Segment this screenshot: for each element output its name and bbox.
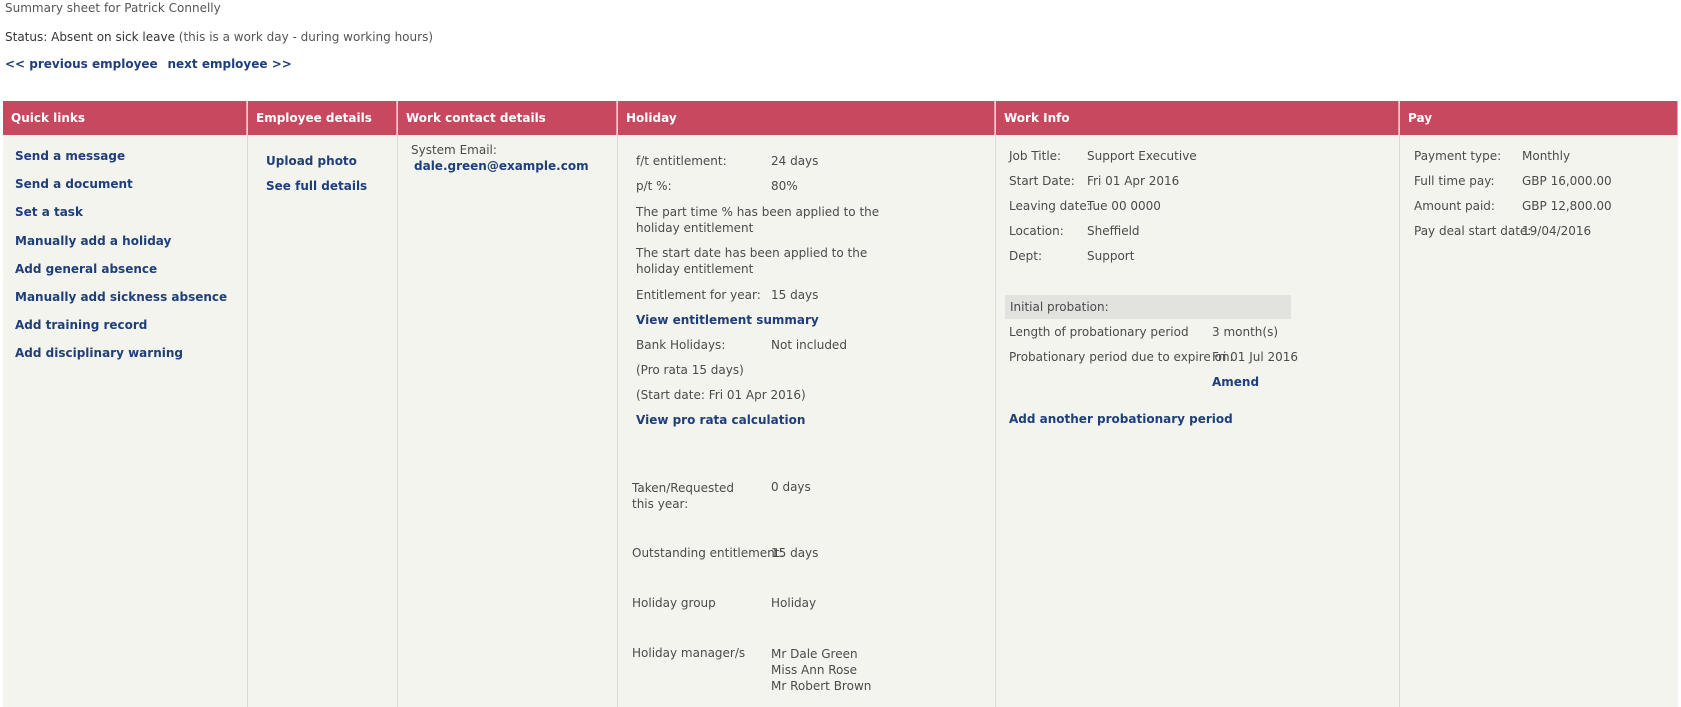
work-info-header: Work Info (996, 101, 1399, 135)
status-value: Absent on sick leave (51, 30, 175, 44)
next-employee-link[interactable]: next employee >> (167, 57, 292, 71)
amount-paid-label: Amount paid: (1414, 199, 1495, 213)
quick-link-item[interactable]: Set a task (15, 205, 83, 220)
quick-link-item[interactable]: Manually add sickness absence (15, 290, 228, 304)
page-title: Summary sheet for Patrick Connelly (5, 1, 221, 15)
quick-link-item[interactable]: Send a document (15, 177, 133, 192)
taken-requested-value: 0 days (771, 480, 811, 494)
previous-employee-link[interactable]: << previous employee (5, 57, 158, 71)
entitlement-year-value: 15 days (771, 288, 819, 302)
quick-link-item[interactable]: Send a message (15, 149, 126, 163)
system-email-link[interactable]: dale.green@example.com (414, 159, 589, 173)
bank-holidays-label: Bank Holidays: (636, 338, 726, 352)
amount-paid-value: GBP 12,800.00 (1522, 199, 1612, 213)
holiday-group-value: Holiday (771, 596, 817, 610)
payment-type-label: Payment type: (1414, 149, 1502, 163)
view-pro-rata-link[interactable]: View pro rata calculation (636, 413, 806, 427)
add-probation-link[interactable]: Add another probationary period (1009, 412, 1233, 426)
quick-link-item[interactable]: Add general absence (15, 261, 158, 276)
employee-nav (5, 57, 298, 71)
entitlement-year-label: Entitlement for year: (636, 288, 761, 302)
quick-link-item[interactable]: Add disciplinary warning (15, 346, 183, 361)
probation-length-label: Length of probationary period (1009, 325, 1189, 339)
ft-entitlement-label: f/t entitlement: (636, 154, 727, 168)
employee-details-header: Employee details (248, 101, 397, 135)
work-contact-panel (398, 101, 618, 707)
work-info-panel (996, 101, 1400, 707)
initial-probation-header: Initial probation: (1005, 295, 1291, 319)
probation-length-value: 3 month(s) (1212, 325, 1279, 339)
amend-probation-link[interactable]: Amend (1212, 375, 1260, 389)
dept-value: Support (1087, 249, 1135, 263)
system-email-label: System Email: (411, 143, 497, 157)
bank-holidays-value: Not included (771, 338, 847, 352)
quick-link-item[interactable]: Add training record (15, 318, 148, 333)
dept-label: Dept: (1009, 249, 1042, 263)
start-date-value: Fri 01 Apr 2016 (1087, 174, 1180, 188)
pay-deal-start-value: 19/04/2016 (1522, 224, 1592, 238)
holiday-manager: Miss Ann Rose (771, 663, 858, 677)
full-time-pay-value: GBP 16,000.00 (1522, 174, 1612, 188)
upload-photo-link[interactable]: Upload photo (266, 154, 357, 168)
location-label: Location: (1009, 224, 1064, 238)
holiday-manager: Mr Robert Brown (771, 679, 872, 693)
outstanding-label: Outstanding entitlement: (632, 546, 784, 560)
holiday-start-date-text: (Start date: Fri 01 Apr 2016) (636, 388, 806, 402)
holiday-header: Holiday (618, 101, 995, 135)
quick-links-panel (3, 101, 248, 707)
start-date-note: The start date has been applied to the holiday entitlement (636, 246, 868, 276)
leaving-date-label: Leaving date: (1009, 199, 1091, 213)
pay-deal-start-label: Pay deal start date: (1414, 224, 1532, 238)
leaving-date-value: Tue 00 0000 (1087, 199, 1161, 213)
status-label: Status: (5, 30, 48, 44)
holiday-managers-label: Holiday manager/s (632, 646, 746, 660)
status-note: (this is a work day - during working hours) (178, 30, 433, 44)
holiday-manager: Mr Dale Green (771, 647, 858, 661)
holiday-managers-list (771, 646, 871, 694)
pay-panel (1400, 101, 1678, 707)
payment-type-value: Monthly (1522, 149, 1571, 163)
outstanding-value: 15 days (771, 546, 819, 560)
holiday-group-label: Holiday group (632, 596, 716, 610)
probation-expire-label: Probationary period due to expire on: (1009, 350, 1234, 364)
work-contact-header: Work contact details (398, 101, 617, 135)
ft-entitlement-value: 24 days (771, 154, 819, 168)
start-date-label: Start Date: (1009, 174, 1075, 188)
pt-percent-value: 80% (771, 179, 798, 193)
quick-link-item[interactable]: Manually add a holiday (15, 233, 172, 248)
quick-links-header: Quick links (3, 101, 247, 135)
status-line (5, 30, 433, 44)
part-time-note: The part time % has been applied to the holiday entitlement (636, 205, 880, 235)
location-value: Sheffield (1087, 224, 1140, 238)
pro-rata-text: (Pro rata 15 days) (636, 363, 744, 377)
job-title-label: Job Title: (1009, 149, 1062, 163)
summary-grid (3, 101, 1678, 707)
taken-requested-label: Taken/Requested this year: (632, 481, 734, 511)
pt-percent-label: p/t %: (636, 179, 672, 193)
holiday-panel (618, 101, 996, 707)
full-time-pay-label: Full time pay: (1414, 174, 1495, 188)
see-full-details-link[interactable]: See full details (266, 179, 368, 193)
job-title-value: Support Executive (1087, 149, 1197, 163)
employee-details-panel (248, 101, 398, 707)
probation-expire-value: Fri 01 Jul 2016 (1212, 350, 1299, 364)
pay-header: Pay (1400, 101, 1678, 135)
view-entitlement-summary-link[interactable]: View entitlement summary (636, 313, 819, 327)
